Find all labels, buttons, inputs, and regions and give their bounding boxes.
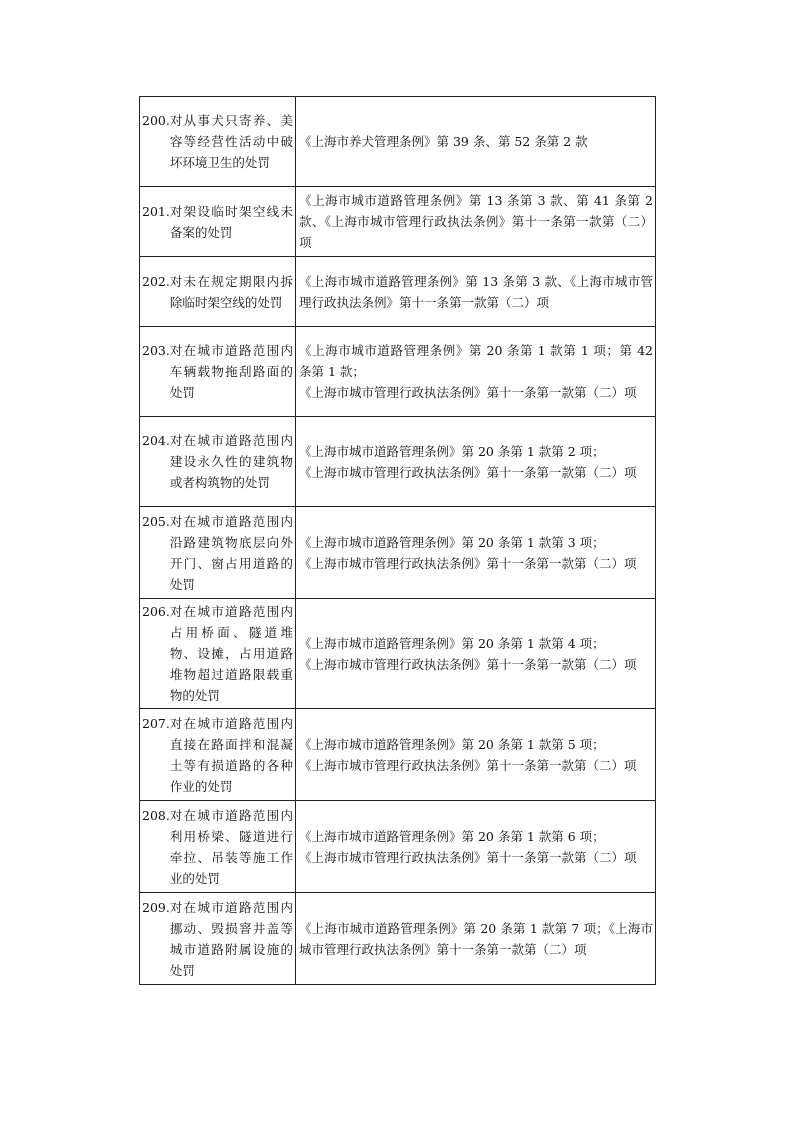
legal-basis-text: 《上海市城市道路管理条例》第 20 条第 1 款第 1 项；第 42 条第 1 款；: [299, 343, 653, 379]
item-title: 对在城市道路范围内利用桥梁、隧道进行牵拉、吊装等施工作业的处罚: [169, 807, 293, 886]
item-number: 207.: [142, 715, 170, 731]
item-wrap: [142, 897, 293, 981]
item-title: 对未在规定期限内拆除临时架空线的处罚: [169, 273, 293, 310]
item-title: 对在城市道路范围内沿路建筑物底层向外开门、窗占用道路的处罚: [169, 513, 293, 592]
item-cell: [140, 709, 296, 801]
item-cell: [140, 257, 296, 327]
legal-basis-text: 《上海市城市管理行政执法条例》第十一条第一款第（二）项: [299, 849, 637, 865]
item-number: 200.: [142, 113, 170, 128]
item-wrap: [142, 110, 293, 173]
item-wrap: [142, 713, 293, 797]
item-title: 对在城市道路范围内直接在路面拌和混凝土等有损道路的各种作业的处罚: [169, 715, 293, 794]
legal-basis-cell: [296, 257, 656, 327]
item-cell: [140, 417, 296, 507]
item-number: 203.: [142, 343, 170, 358]
item-cell: [140, 893, 296, 985]
item-wrap: [142, 271, 293, 313]
item-title: 对在城市道路范围内占用桥面、隧道堆物、设摊，占用道路堆物超过道路限载重物的处罚: [169, 604, 293, 703]
table-row: [140, 417, 656, 507]
item-cell: [140, 801, 296, 893]
item-title: 对从事犬只寄养、美容等经营性活动中破坏环境卫生的处罚: [169, 113, 293, 170]
item-title: 对在城市道路范围内车辆载物拖刮路面的处罚: [169, 343, 293, 400]
table-row: [140, 97, 656, 187]
legal-basis-cell: [296, 893, 656, 985]
legal-basis-text: 《上海市城市道路管理条例》第 20 条第 1 款第 6 项；: [299, 828, 605, 844]
table-row: [140, 507, 656, 599]
legal-basis-text: 《上海市城市道路管理条例》第 13 条第 3 款、《上海市城市管理行政执法条例》第十一条第一款第（二）项: [299, 273, 653, 310]
legal-basis-text: 《上海市城市道路管理条例》第 20 条第 1 款第 7 项；《上海市城市管理行政执法条例》第十一条第一款第（二）项: [299, 920, 653, 957]
item-title: 对在城市道路范围内建设永久性的建筑物或者构筑物的处罚: [169, 433, 293, 490]
table-row: [140, 801, 656, 893]
item-title: 对在城市道路范围内挪动、毁损窨井盖等城市道路附属设施的处罚: [169, 899, 293, 978]
item-number: 204.: [142, 433, 170, 448]
item-wrap: [142, 511, 293, 595]
item-cell: [140, 97, 296, 187]
table-row: [140, 187, 656, 257]
legal-basis-text: 《上海市城市管理行政执法条例》第十一条第一款第（二）项: [299, 464, 637, 480]
item-wrap: [142, 805, 293, 889]
table-body: [140, 97, 656, 985]
item-cell: [140, 327, 296, 417]
item-number: 205.: [142, 513, 170, 529]
legal-basis-text: 《上海市城市道路管理条例》第 20 条第 1 款第 5 项；: [299, 736, 605, 752]
item-wrap: [142, 430, 293, 493]
table-row: [140, 327, 656, 417]
table-row: [140, 599, 656, 709]
item-number: 201.: [142, 203, 170, 219]
item-cell: [140, 507, 296, 599]
item-number: 208.: [142, 807, 170, 823]
legal-basis-cell: [296, 417, 656, 507]
legal-basis-cell: [296, 599, 656, 709]
legal-basis-cell: [296, 801, 656, 893]
legal-basis-text: 《上海市城市道路管理条例》第 13 条第 3 款、第 41 条第 2 款、《上海市城市管理行政执法条例》第十一条第一款第（二）项: [299, 193, 653, 250]
legal-basis-text: 《上海市城市管理行政执法条例》第十一条第一款第（二）项: [299, 385, 637, 400]
legal-basis-cell: [296, 327, 656, 417]
item-cell: [140, 187, 296, 257]
legal-basis-cell: [296, 507, 656, 599]
item-wrap: [142, 340, 293, 403]
legal-basis-text: 《上海市养犬管理条例》第 39 条、第 52 条第 2 款: [299, 134, 588, 149]
table-row: [140, 893, 656, 985]
penalty-items-table: [139, 96, 656, 985]
item-number: 206.: [142, 604, 170, 619]
legal-basis-cell: [296, 97, 656, 187]
table-row: [140, 257, 656, 327]
legal-basis-text: 《上海市城市道路管理条例》第 20 条第 1 款第 3 项；: [299, 534, 605, 550]
legal-basis-cell: [296, 187, 656, 257]
item-wrap: [142, 601, 293, 706]
legal-basis-text: 《上海市城市管理行政执法条例》第十一条第一款第（二）项: [299, 555, 637, 571]
item-number: 209.: [142, 899, 170, 915]
item-wrap: [142, 201, 293, 243]
legal-basis-text: 《上海市城市道路管理条例》第 20 条第 1 款第 2 项；: [299, 443, 605, 459]
item-cell: [140, 599, 296, 709]
table-row: [140, 709, 656, 801]
legal-basis-text: 《上海市城市管理行政执法条例》第十一条第一款第（二）项: [299, 757, 637, 773]
item-title: 对架设临时架空线未备案的处罚: [169, 203, 293, 240]
legal-basis-text: 《上海市城市道路管理条例》第 20 条第 1 款第 4 项；: [299, 635, 605, 651]
legal-basis-text: 《上海市城市管理行政执法条例》第十一条第一款第（二）项: [299, 656, 637, 672]
item-number: 202.: [142, 273, 170, 289]
legal-basis-cell: [296, 709, 656, 801]
